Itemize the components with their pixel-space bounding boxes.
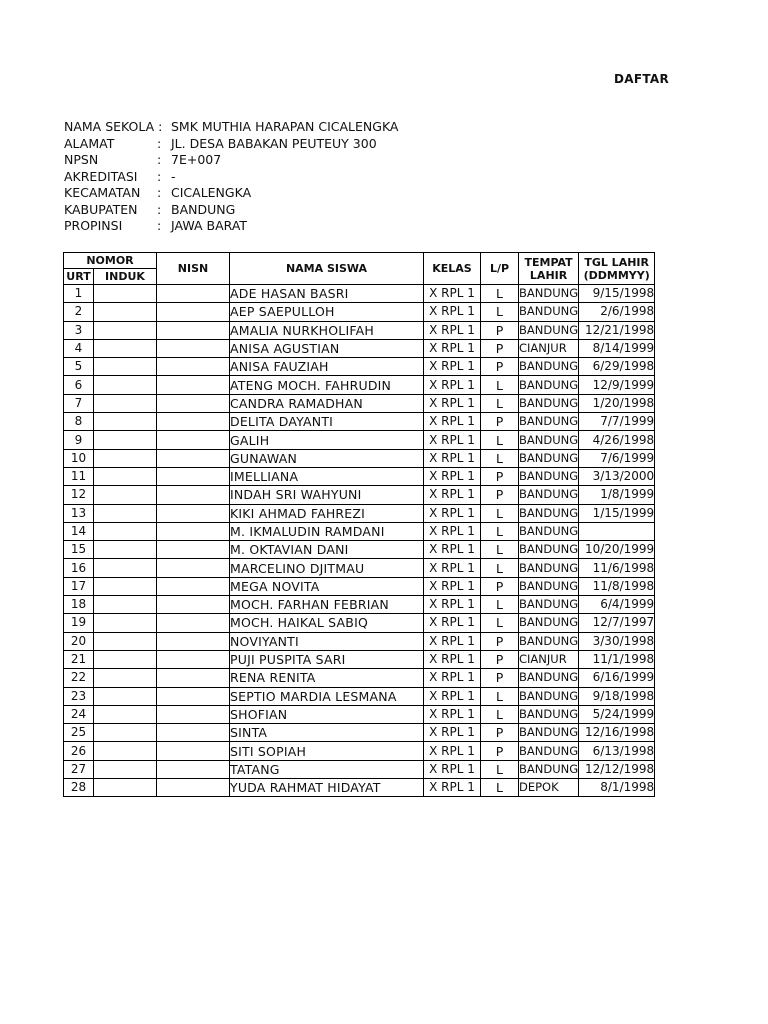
cell-kelas: X RPL 1 [424,321,481,339]
cell-nama-siswa: DELITA DAYANTI [230,413,424,431]
cell-nisn [157,614,230,632]
cell-induk [94,486,157,504]
info-colon: : [157,135,162,151]
header-lp: L/P [481,253,519,285]
info-colon: : [157,152,162,167]
cell-nama-siswa: MOCH. FARHAN FEBRIAN [230,596,424,614]
cell-induk [94,614,157,632]
cell-nama-siswa: ADE HASAN BASRI [230,285,424,303]
cell-nama-siswa: PUJI PUSPITA SARI [230,650,424,668]
header-induk: INDUK [94,269,157,285]
info-colon: : [157,185,162,200]
cell-induk [94,724,157,742]
cell-kelas: X RPL 1 [424,376,481,394]
cell-tempat-lahir: BANDUNG [519,394,579,412]
cell-urt: 10 [64,449,94,467]
cell-nama-siswa: ATENG MOCH. FAHRUDIN [230,376,424,394]
table-row [64,303,655,321]
cell-lp: L [481,285,519,303]
cell-kelas: X RPL 1 [424,358,481,376]
header-nomor: NOMOR [64,253,157,269]
cell-lp: L [481,614,519,632]
cell-induk [94,285,157,303]
cell-kelas: X RPL 1 [424,742,481,760]
document-title: DAFTAR [614,72,670,86]
cell-kelas: X RPL 1 [424,285,481,303]
cell-tempat-lahir: BANDUNG [519,285,579,303]
cell-nama-siswa: MARCELINO DJITMAU [230,559,424,577]
cell-nisn [157,504,230,522]
info-label: AKREDITASI [64,168,138,184]
cell-nama-siswa: TATANG [230,760,424,778]
cell-urt: 17 [64,577,94,595]
cell-tempat-lahir: BANDUNG [519,669,579,687]
cell-kelas: X RPL 1 [424,596,481,614]
cell-tempat-lahir: BANDUNG [519,596,579,614]
cell-tgl-lahir: 6/13/1998 [579,742,655,760]
cell-urt: 4 [64,339,94,357]
cell-tgl-lahir: 1/8/1999 [579,486,655,504]
cell-lp: P [481,321,519,339]
cell-urt: 9 [64,431,94,449]
cell-nama-siswa: INDAH SRI WAHYUNI [230,486,424,504]
cell-nama-siswa: SEPTIO MARDIA LESMANA [230,687,424,705]
table-row [64,285,655,303]
cell-tempat-lahir: BANDUNG [519,742,579,760]
cell-lp: L [481,522,519,540]
info-value: - [171,168,176,184]
cell-kelas: X RPL 1 [424,541,481,559]
cell-urt: 24 [64,705,94,723]
cell-nama-siswa: SITI SOPIAH [230,742,424,760]
cell-kelas: X RPL 1 [424,650,481,668]
table-row [64,650,655,668]
info-value: CICALENGKA [171,185,252,200]
cell-nisn [157,669,230,687]
cell-kelas: X RPL 1 [424,687,481,705]
cell-tempat-lahir: BANDUNG [519,577,579,595]
header-nama-siswa: NAMA SISWA [230,253,424,285]
cell-urt: 1 [64,285,94,303]
header-tgl-lahir: TGL LAHIR (DDMMYY) [579,253,655,285]
table-row [64,724,655,742]
cell-induk [94,541,157,559]
cell-induk [94,394,157,412]
cell-lp: L [481,687,519,705]
cell-nisn [157,779,230,797]
cell-nisn [157,394,230,412]
table-row [64,413,655,431]
cell-urt: 12 [64,486,94,504]
cell-tgl-lahir: 12/7/1997 [579,614,655,632]
info-value: SMK MUTHIA HARAPAN CICALENGKA [171,119,399,134]
cell-urt: 16 [64,559,94,577]
cell-kelas: X RPL 1 [424,577,481,595]
cell-tempat-lahir: BANDUNG [519,303,579,321]
cell-nama-siswa: ANISA FAUZIAH [230,358,424,376]
cell-tgl-lahir: 1/15/1999 [579,504,655,522]
cell-tgl-lahir: 5/24/1999 [579,705,655,723]
cell-nisn [157,358,230,376]
table-row [64,339,655,357]
cell-nama-siswa: SINTA [230,724,424,742]
cell-tempat-lahir: BANDUNG [519,705,579,723]
cell-tempat-lahir: BANDUNG [519,687,579,705]
table-row [64,687,655,705]
header-urt: URT [64,269,94,285]
student-table [63,252,655,797]
cell-nama-siswa: MEGA NOVITA [230,577,424,595]
cell-induk [94,705,157,723]
info-colon: : [157,201,162,217]
table-row [64,431,655,449]
table-row [64,321,655,339]
cell-induk [94,303,157,321]
cell-nisn [157,705,230,723]
cell-tgl-lahir: 8/1/1998 [579,779,655,797]
cell-nama-siswa: AEP SAEPULLOH [230,303,424,321]
cell-lp: L [481,449,519,467]
cell-tempat-lahir: BANDUNG [519,431,579,449]
info-label: KECAMATAN [64,185,141,200]
cell-nisn [157,687,230,705]
cell-kelas: X RPL 1 [424,449,481,467]
cell-tempat-lahir: CIANJUR [519,339,579,357]
cell-tgl-lahir: 12/21/1998 [579,321,655,339]
cell-lp: P [481,742,519,760]
cell-nisn [157,285,230,303]
cell-nama-siswa: YUDA RAHMAT HIDAYAT [230,779,424,797]
cell-tempat-lahir: BANDUNG [519,321,579,339]
cell-tempat-lahir: BANDUNG [519,467,579,485]
table-row [64,467,655,485]
table-row [64,760,655,778]
cell-nisn [157,376,230,394]
cell-tgl-lahir: 12/12/1998 [579,760,655,778]
cell-kelas: X RPL 1 [424,413,481,431]
cell-lp: P [481,724,519,742]
cell-lp: P [481,358,519,376]
cell-tgl-lahir: 11/1/1998 [579,650,655,668]
cell-nisn [157,559,230,577]
cell-induk [94,321,157,339]
cell-lp: L [481,394,519,412]
cell-tempat-lahir: BANDUNG [519,724,579,742]
cell-nisn [157,541,230,559]
table-row [64,486,655,504]
cell-induk [94,467,157,485]
cell-nisn [157,742,230,760]
cell-urt: 14 [64,522,94,540]
cell-urt: 3 [64,321,94,339]
cell-nisn [157,632,230,650]
cell-nama-siswa: M. IKMALUDIN RAMDANI [230,522,424,540]
info-label: NPSN [64,152,99,167]
cell-tgl-lahir: 3/13/2000 [579,467,655,485]
cell-tempat-lahir: BANDUNG [519,614,579,632]
cell-induk [94,742,157,760]
cell-lp: P [481,339,519,357]
cell-kelas: X RPL 1 [424,303,481,321]
cell-lp: L [481,779,519,797]
cell-lp: P [481,650,519,668]
cell-urt: 11 [64,467,94,485]
cell-induk [94,339,157,357]
cell-tempat-lahir: BANDUNG [519,376,579,394]
cell-nisn [157,431,230,449]
cell-nisn [157,724,230,742]
cell-induk [94,431,157,449]
table-row [64,742,655,760]
cell-tgl-lahir: 4/26/1998 [579,431,655,449]
header-tempat-lahir: TEMPAT LAHIR [519,253,579,285]
cell-tempat-lahir: BANDUNG [519,449,579,467]
cell-lp: L [481,504,519,522]
cell-tempat-lahir: BANDUNG [519,541,579,559]
cell-kelas: X RPL 1 [424,486,481,504]
cell-nisn [157,467,230,485]
cell-induk [94,760,157,778]
cell-urt: 19 [64,614,94,632]
cell-tempat-lahir: BANDUNG [519,504,579,522]
cell-tempat-lahir: BANDUNG [519,358,579,376]
cell-nama-siswa: ANISA AGUSTIAN [230,339,424,357]
cell-kelas: X RPL 1 [424,779,481,797]
cell-urt: 21 [64,650,94,668]
info-label: ALAMAT [64,135,115,151]
cell-tgl-lahir: 1/20/1998 [579,394,655,412]
cell-tempat-lahir: BANDUNG [519,760,579,778]
table-row [64,358,655,376]
table-row [64,541,655,559]
cell-induk [94,559,157,577]
cell-tempat-lahir: BANDUNG [519,559,579,577]
cell-induk [94,577,157,595]
cell-lp: P [481,486,519,504]
cell-tempat-lahir: DEPOK [519,779,579,797]
cell-tgl-lahir: 11/6/1998 [579,559,655,577]
cell-nisn [157,303,230,321]
cell-lp: P [481,632,519,650]
cell-kelas: X RPL 1 [424,614,481,632]
cell-nama-siswa: KIKI AHMAD FAHREZI [230,504,424,522]
cell-tgl-lahir: 9/15/1998 [579,285,655,303]
cell-nama-siswa: CANDRA RAMADHAN [230,394,424,412]
cell-induk [94,650,157,668]
cell-urt: 13 [64,504,94,522]
cell-kelas: X RPL 1 [424,669,481,687]
cell-tempat-lahir: CIANJUR [519,650,579,668]
cell-urt: 2 [64,303,94,321]
cell-lp: L [481,431,519,449]
cell-induk [94,669,157,687]
cell-nisn [157,339,230,357]
cell-nama-siswa: MOCH. HAIKAL SABIQ [230,614,424,632]
cell-nama-siswa: GALIH [230,431,424,449]
info-value: JL. DESA BABAKAN PEUTEUY 300 [171,135,377,151]
info-colon: : [157,168,162,184]
cell-tgl-lahir: 6/16/1999 [579,669,655,687]
table-row [64,449,655,467]
cell-lp: L [481,705,519,723]
cell-lp: L [481,559,519,577]
table-row [64,394,655,412]
table-row [64,577,655,595]
cell-lp: L [481,596,519,614]
header-kelas: KELAS [424,253,481,285]
cell-tempat-lahir: BANDUNG [519,413,579,431]
cell-tgl-lahir: 7/6/1999 [579,449,655,467]
cell-kelas: X RPL 1 [424,504,481,522]
cell-kelas: X RPL 1 [424,705,481,723]
info-value: BANDUNG [171,201,236,217]
cell-tgl-lahir: 7/7/1999 [579,413,655,431]
cell-urt: 23 [64,687,94,705]
cell-lp: L [481,376,519,394]
cell-nisn [157,760,230,778]
cell-urt: 28 [64,779,94,797]
cell-kelas: X RPL 1 [424,559,481,577]
cell-lp: P [481,413,519,431]
cell-induk [94,596,157,614]
cell-induk [94,779,157,797]
cell-urt: 6 [64,376,94,394]
cell-nisn [157,650,230,668]
cell-kelas: X RPL 1 [424,724,481,742]
cell-lp: L [481,541,519,559]
cell-nisn [157,486,230,504]
cell-tempat-lahir: BANDUNG [519,486,579,504]
cell-kelas: X RPL 1 [424,339,481,357]
info-value: JAWA BARAT [171,218,248,233]
cell-urt: 15 [64,541,94,559]
cell-urt: 5 [64,358,94,376]
cell-tgl-lahir: 2/6/1998 [579,303,655,321]
cell-induk [94,449,157,467]
cell-tgl-lahir: 8/14/1999 [579,339,655,357]
cell-tgl-lahir: 11/8/1998 [579,577,655,595]
table-row [64,614,655,632]
cell-nama-siswa: IMELLIANA [230,467,424,485]
cell-nama-siswa: NOVIYANTI [230,632,424,650]
cell-tgl-lahir: 12/16/1998 [579,724,655,742]
cell-kelas: X RPL 1 [424,467,481,485]
cell-tgl-lahir: 6/4/1999 [579,596,655,614]
cell-kelas: X RPL 1 [424,760,481,778]
cell-induk [94,413,157,431]
cell-nisn [157,321,230,339]
cell-tgl-lahir: 9/18/1998 [579,687,655,705]
cell-tgl-lahir: 10/20/1999 [579,541,655,559]
cell-induk [94,358,157,376]
cell-lp: P [481,467,519,485]
cell-kelas: X RPL 1 [424,431,481,449]
table-row [64,596,655,614]
table-row [64,705,655,723]
cell-nama-siswa: M. OKTAVIAN DANI [230,541,424,559]
cell-tempat-lahir: BANDUNG [519,522,579,540]
table-row [64,376,655,394]
cell-lp: P [481,577,519,595]
table-row [64,522,655,540]
cell-urt: 22 [64,669,94,687]
cell-kelas: X RPL 1 [424,394,481,412]
cell-induk [94,522,157,540]
cell-nisn [157,596,230,614]
cell-induk [94,504,157,522]
cell-nisn [157,449,230,467]
cell-nisn [157,413,230,431]
cell-urt: 26 [64,742,94,760]
table-row [64,779,655,797]
cell-induk [94,376,157,394]
cell-urt: 8 [64,413,94,431]
cell-lp: L [481,760,519,778]
info-label: KABUPATEN [64,201,138,217]
cell-urt: 20 [64,632,94,650]
cell-lp: P [481,669,519,687]
cell-urt: 27 [64,760,94,778]
header-nisn: NISN [157,253,230,285]
cell-urt: 18 [64,596,94,614]
cell-nisn [157,522,230,540]
cell-urt: 7 [64,394,94,412]
cell-nama-siswa: GUNAWAN [230,449,424,467]
cell-tgl-lahir [579,522,655,540]
cell-urt: 25 [64,724,94,742]
cell-nama-siswa: AMALIA NURKHOLIFAH [230,321,424,339]
cell-induk [94,632,157,650]
cell-nisn [157,577,230,595]
cell-tgl-lahir: 12/9/1999 [579,376,655,394]
table-row [64,504,655,522]
cell-lp: L [481,303,519,321]
cell-kelas: X RPL 1 [424,632,481,650]
cell-nama-siswa: RENA RENITA [230,669,424,687]
info-label: PROPINSI [64,218,123,233]
cell-nama-siswa: SHOFIAN [230,705,424,723]
cell-tgl-lahir: 3/30/1998 [579,632,655,650]
info-value: 7E+007 [171,152,222,167]
cell-tgl-lahir: 6/29/1998 [579,358,655,376]
table-row [64,632,655,650]
table-row [64,669,655,687]
cell-kelas: X RPL 1 [424,522,481,540]
table-row [64,559,655,577]
info-label: NAMA SEKOLA : [64,119,163,134]
cell-tempat-lahir: BANDUNG [519,632,579,650]
cell-induk [94,687,157,705]
info-colon: : [157,218,162,233]
